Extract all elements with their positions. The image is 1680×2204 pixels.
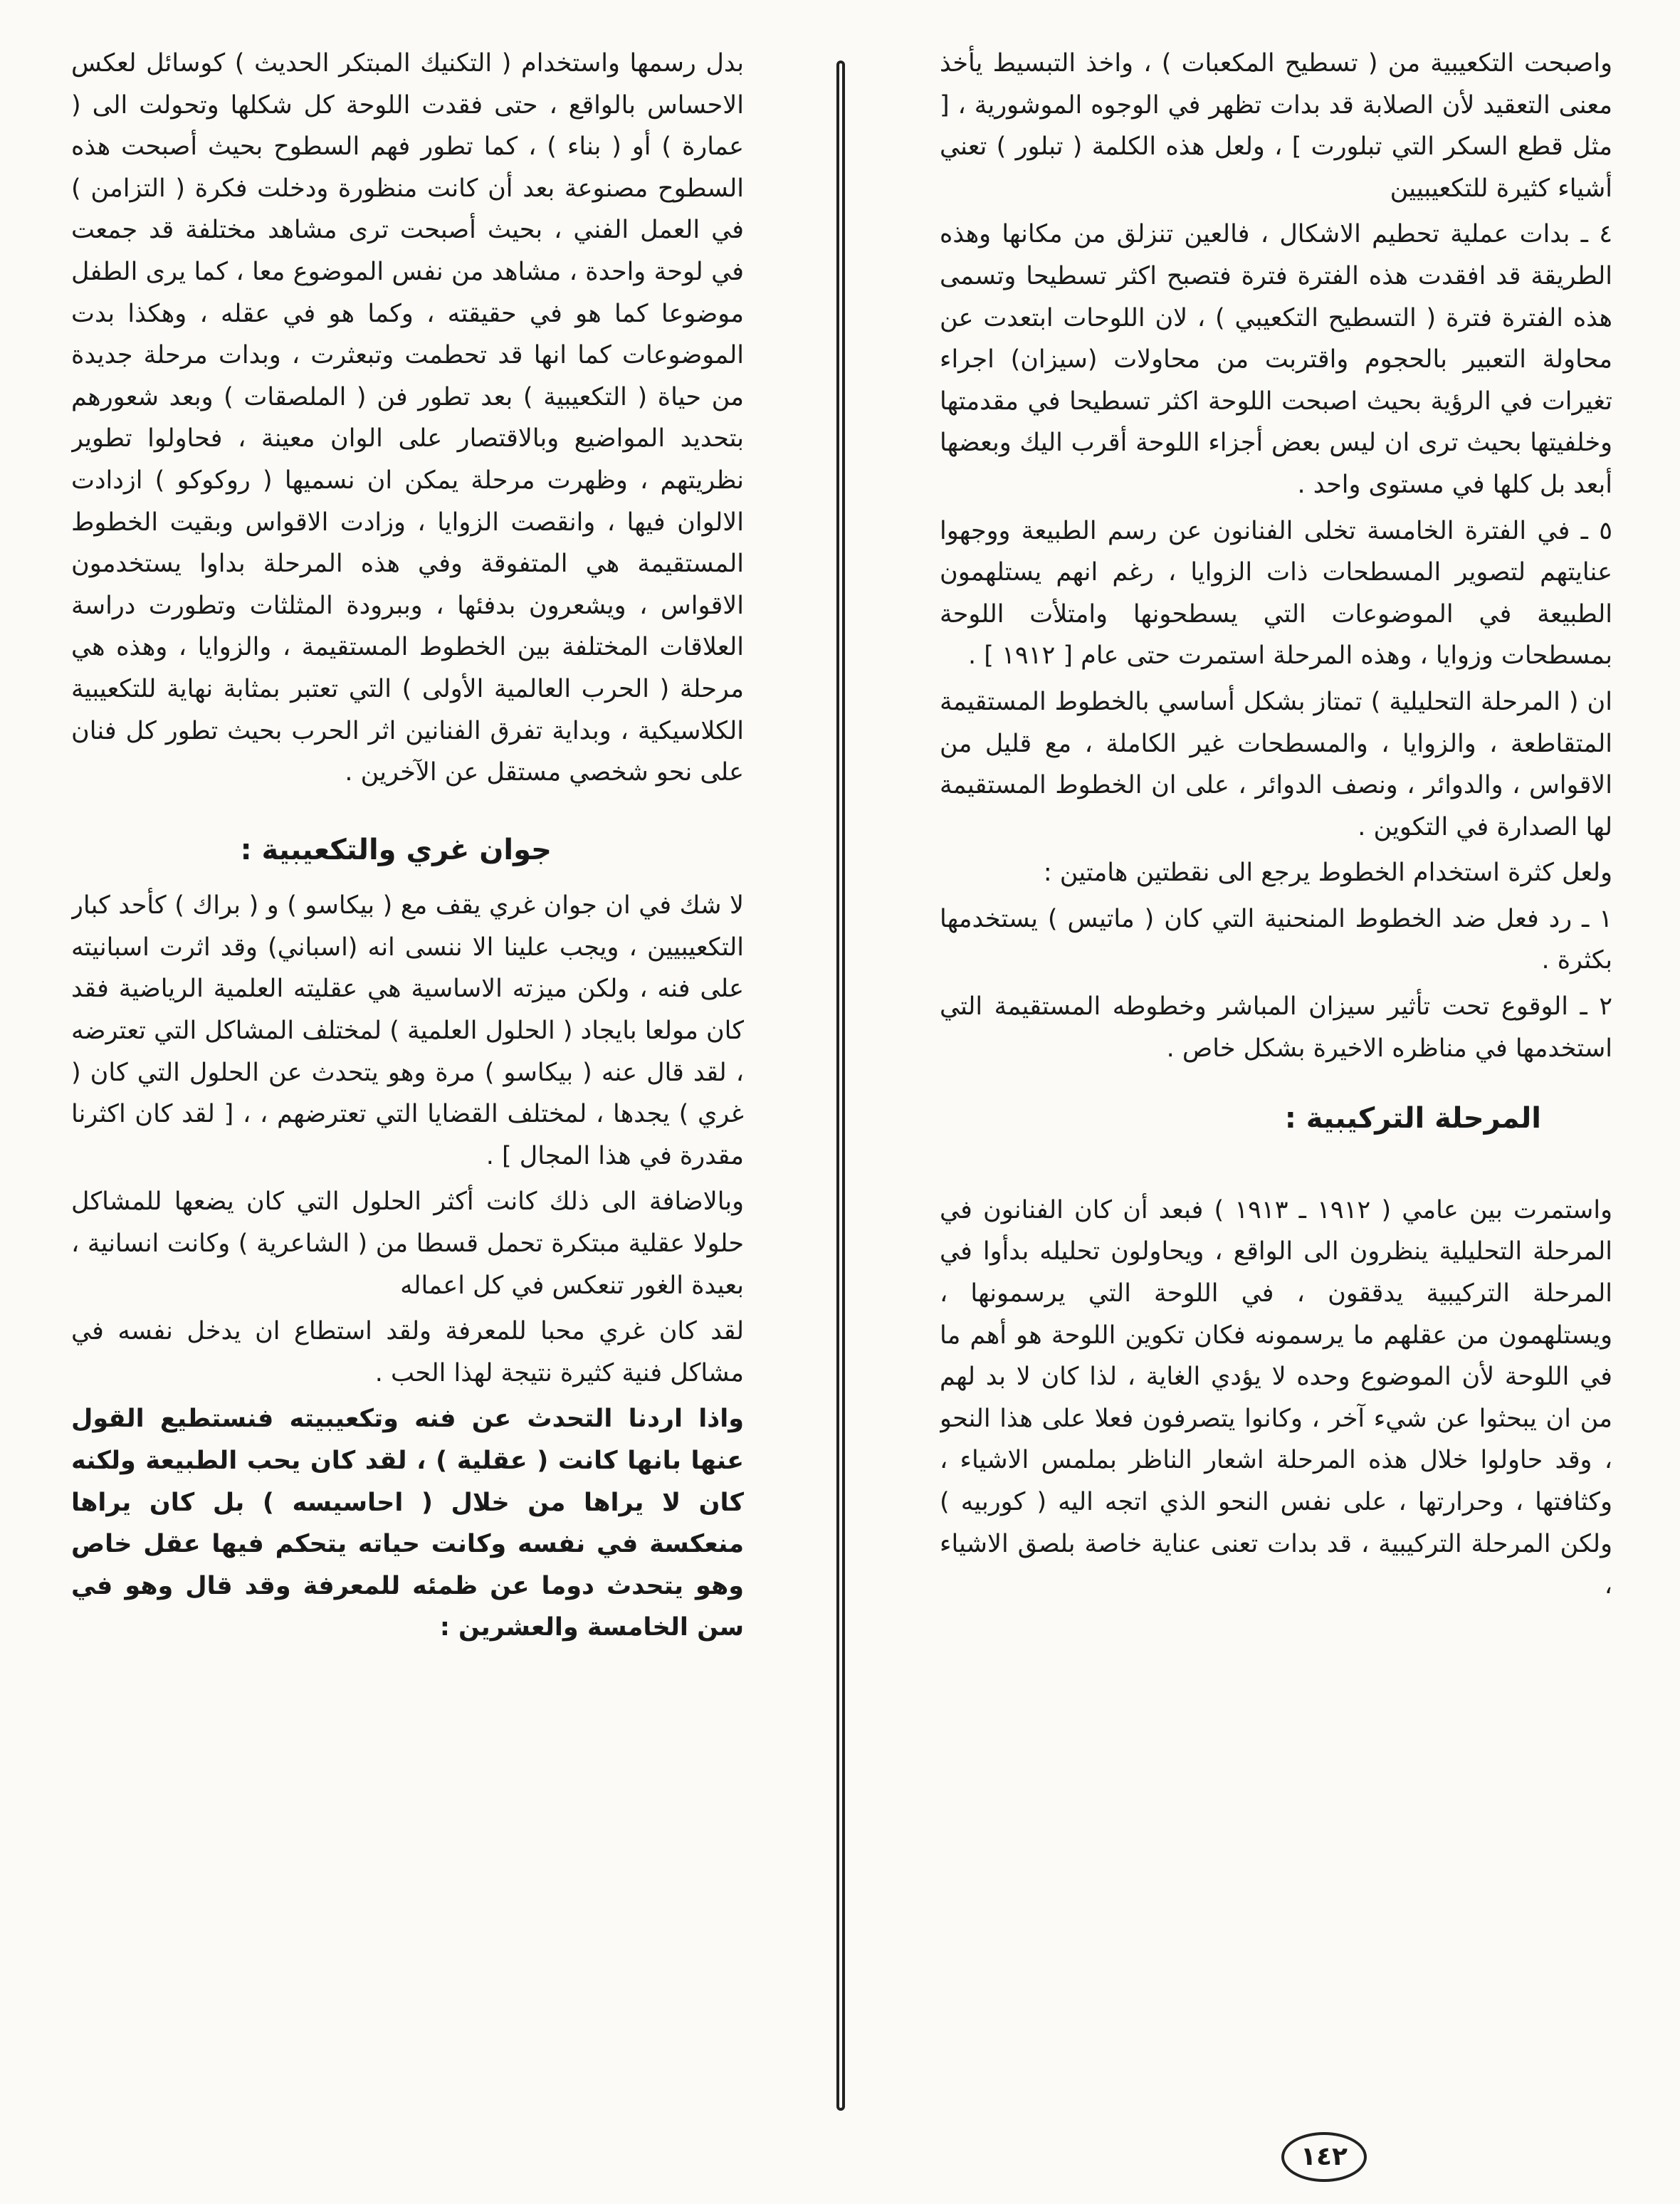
paragraph: واذا اردنا التحدث عن فنه وتكعيبيته فنستطيع القول عنها بانها كانت ( عقلية ) ، لقد كان يحب الطبيعة ولكنه كان لا يراها من خلال ( احاسيسه ) بل كان يراها منعكسة في نفسه وكانت حياته يتحكم فيها عقل خاص وهو يتحدث دوما عن ظمئه للمعرفة وقد قال وهو في سن الخامسة والعشرين : <box>71 1405 744 1642</box>
paragraph: واصبحت التكعيبية من ( تسطيح المكعبات ) ، واخذ التبسيط يأخذ معنى التعقيد لأن الصلابة قد بدات تظهر في الوجوه الموشورية ، [ مثل قطع السكر التي تبلورت ] ، ولعل هذه الكلمة ( تبلور ) تعني أشياء كثيرة للتكعيبيين <box>940 49 1612 203</box>
paragraph: ٢ ـ الوقوع تحت تأثير سيزان المباشر وخطوطه المستقيمة التي استخدمها في مناظره الاخيرة بشكل خاص . <box>940 992 1612 1063</box>
paragraph: بدل رسمها واستخدام ( التكنيك المبتكر الحديث ) كوسائل لعكس الاحساس بالواقع ، حتى فقدت اللوحة كل شكلها وتحولت الى ( عمارة ) أو ( بناء ) ، كما تطور فهم السطوح بحيث أصبحت هذه السطوح مصنوعة بعد أن كانت منظورة ودخلت فكرة ( التزامن ) في العمل الفني ، بحيث أصبحت ترى مشاهد مختلفة قد جمعت في لوحة واحدة ، مشاهد من نفس الموضوع معا ، كما يرى الطفل موضوعا كما هو في حقيقته ، وكما هو في عقله ، وهكذا بدت الموضوعات كما انها قد تحطمت وتبعثرت ، وبدات مرحلة جديدة من حياة ( التكعيبية ) بعد تطور فن ( الملصقات ) وبعد شعورهم بتحديد المواضيع وبالاقتصار على الوان معينة ، فحاولوا تطوير نظريتهم ، وظهرت مرحلة يمكن ان نسميها ( روكوكو ) ازدادت الالوان فيها ، وانقصت الزوايا ، وزادت الاقواس وبقيت الخطوط المستقيمة هي المتفوقة وفي هذه المرحلة بداوا يستخدمون الاقواس ، ويشعرون بدفئها ، وببرودة المثلثات وتطورت دراسة العلاقات المختلفة بين الخطوط المستقيمة ، والزوايا ، وهذه هي مرحلة ( الحرب العالمية الأولى ) التي تعتبر بمثابة نهاية للتكعيبية الكلاسيكية ، وبداية تفرق الفنانين اثر الحرب بحيث تطور كل فنان على نحو شخصي مستقل عن الآخرين . <box>71 49 744 787</box>
left-column <box>71 43 744 2150</box>
paragraph: ان ( المرحلة التحليلية ) تمتاز بشكل أساسي بالخطوط المستقيمة المتقاطعة ، والزوايا ، والمسطحات غير الكاملة ، مع قليل من الاقواس ، والدوائر ، ونصف الدوائر ، على ان الخطوط المستقيمة لها الصدارة في التكوين . <box>940 687 1612 841</box>
paragraph: واستمرت بين عامي ( ١٩١٢ ـ ١٩١٣ ) فبعد أن كان الفنانون في المرحلة التحليلية ينظرون الى الواقع ، ويحاولون تحليله بدأوا في المرحلة التركيبية يدققون ، في اللوحة التي يرسمونها ، ويستلهمون من عقلهم ما يرسمونه فكان تكوين اللوحة هو أهم ما في اللوحة لأن الموضوع وحده لا يؤدي الغاية ، لذا كان لا بد لهم من ان يبحثوا عن شيء آخر ، وكانوا يتصرفون فعلا على هذا النحو ، وقد حاولوا خلال هذه المرحلة اشعار الناظر بملمس الاشياء ، وكثافتها ، وحرارتها ، على نفس النحو الذي اتجه اليه ( كوربيه ) ولكن المرحلة التركيبية ، قد بدات تعنى عناية خاصة بلصق الاشياء ، <box>940 1195 1612 1600</box>
paragraph: ١ ـ رد فعل ضد الخطوط المنحنية التي كان ( ماتيس ) يستخدمها بكثرة . <box>940 904 1612 975</box>
right-column <box>940 43 1612 2150</box>
paragraph: ٥ ـ في الفترة الخامسة تخلى الفنانون عن رسم الطبيعة ووجهوا عنايتهم لتصوير المسطحات ذات الزوايا ، رغم انهم يستلهمون الطبيعة في الموضوعات التي يسطحونها وامتلأت اللوحة بمسطحات وزوايا ، وهذه المرحلة استمرت حتى عام [ ١٩١٢ ] . <box>940 516 1612 671</box>
paragraph: لقد كان غري محبا للمعرفة ولقد استطاع ان يدخل نفسه في مشاكل فنية كثيرة نتيجة لهذا الحب . <box>71 1317 744 1387</box>
column-divider <box>836 61 845 2111</box>
paragraph: وبالاضافة الى ذلك كانت أكثر الحلول التي كان يضعها للمشاكل حلولا عقلية مبتكرة تحمل قسطا من ( الشاعرية ) وكانت انسانية ، بعيدة الغور تنعكس في كل اعماله <box>71 1187 744 1300</box>
section-heading: المرحلة التركيبية : <box>1284 1102 1541 1135</box>
paragraph: لا شك في ان جوان غري يقف مع ( بيكاسو ) و ( براك ) كأحد كبار التكعيبيين ، ويجب علينا الا ننسى انه (اسباني) وقد اثرت اسبانيته على فنه ، ولكن ميزته الاساسية هي عقليته العلمية الرياضية فقد كان مولعا بايجاد ( الحلول العلمية ) لمختلف المشاكل التي تعترضه ، لقد قال عنه ( بيكاسو ) مرة وهو يتحدث عن الحلول التي كان ( غري ) يجدها ، لمختلف القضايا التي تعترضهم ، ، [ لقد كان اكثرنا مقدرة في هذا المجال ] . <box>71 891 744 1170</box>
paragraph: ٤ ـ بدات عملية تحطيم الاشكال ، فالعين تنزلق من مكانها وهذه الطريقة قد افقدت هذه الفترة فترة فتصبح اكثر تسطيحا وتسمى هذه الفترة فترة ( التسطيح التكعيبي ) ، لان اللوحات ابتعدت عن محاولة التعبير بالحجوم واقتربت من محاولات (سيزان) اجراء تغيرات في الرؤية بحيث اصبحت اللوحة اكثر تسطيحا في مقدمتها وخلفيتها بحيث ترى ان ليس بعض أجزاء اللوحة أقرب اليك وبعضها أبعد بل كلها في مستوى واحد . <box>940 220 1612 499</box>
paragraph: ولعل كثرة استخدام الخطوط يرجع الى نقطتين هامتين : <box>1043 859 1612 888</box>
section-heading: جوان غري والتكعيبية : <box>240 833 552 866</box>
page-number: ١٤٢ <box>1281 2132 1367 2182</box>
